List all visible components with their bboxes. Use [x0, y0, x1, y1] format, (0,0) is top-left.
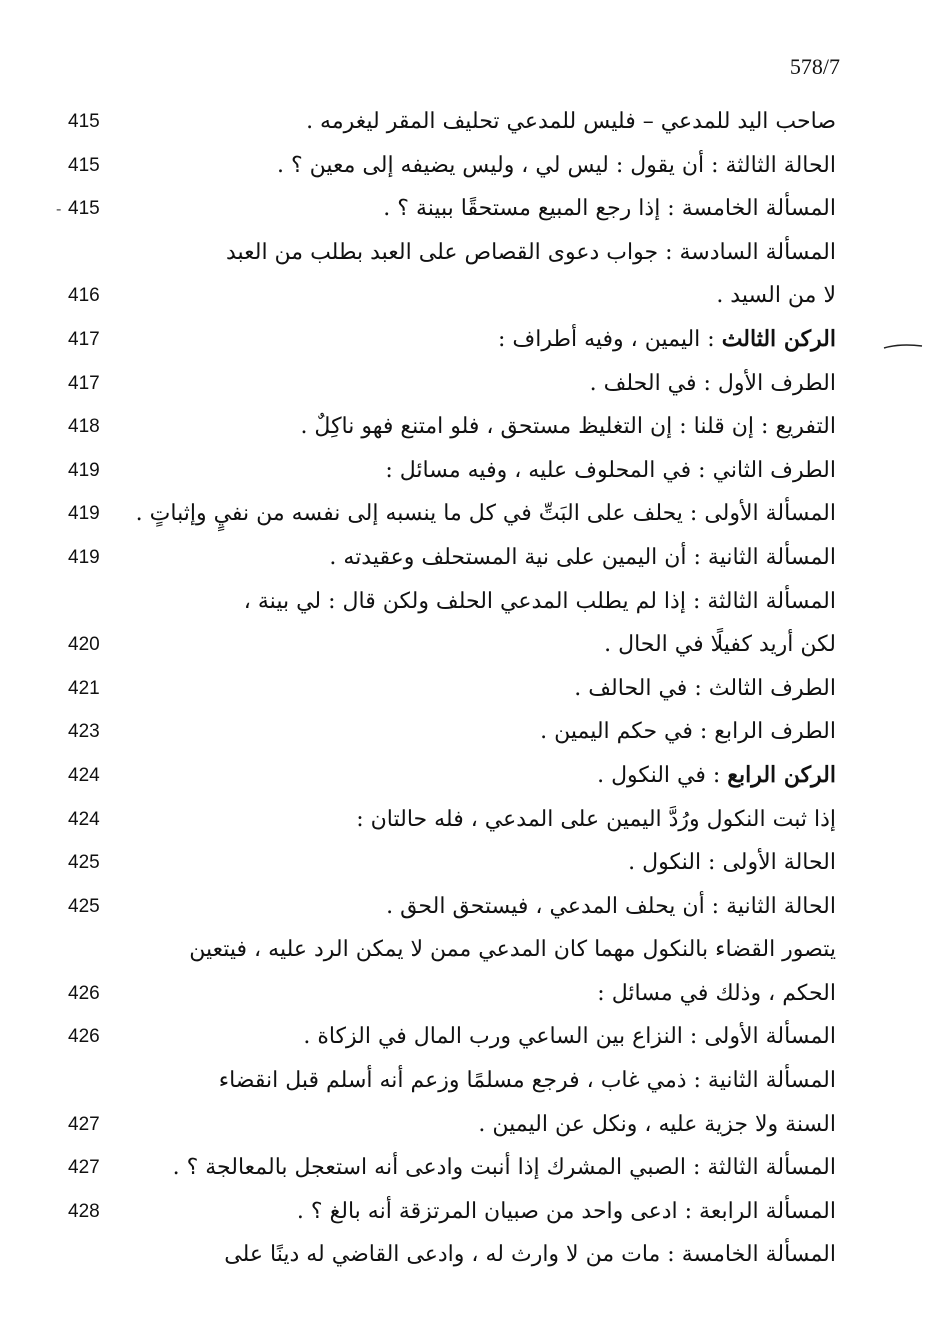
toc-entry — [0, 492, 936, 536]
toc-entry — [0, 144, 936, 188]
toc-entry-page-number: 424 — [68, 808, 100, 830]
toc-entry-title: الحكم ، وذلك في مسائل : — [597, 980, 836, 1006]
toc-entry-title: المسألة الخامسة : إذا رجع المبيع مستحقًا ببينة ؟ . — [383, 196, 836, 222]
toc-entry-title: الحالة الثانية : أن يحلف المدعي ، فيستحق الحق . — [386, 893, 836, 919]
toc-entry-title: المسألة الثالثة : إذا لم يطلب المدعي الحلف ولكن قال : لي بينة ، — [243, 588, 836, 614]
toc-entry-title-rest: : في النكول . — [597, 762, 728, 788]
toc-entry-title: الطرف الرابع : في حكم اليمين . — [540, 719, 836, 745]
toc-entry-title: المسألة الثانية : أن اليمين على نية المستحلف وعقيدته . — [329, 544, 836, 570]
toc-entry — [0, 274, 936, 318]
toc-entry — [0, 1190, 936, 1234]
table-of-contents — [0, 100, 936, 1277]
toc-entry-page-number: 427 — [68, 1113, 100, 1135]
toc-entry — [0, 405, 936, 449]
toc-entry — [0, 1059, 936, 1103]
toc-entry-page-number: 420 — [68, 634, 100, 656]
toc-entry-page-number: 418 — [68, 416, 100, 438]
toc-entry-page-number: 417 — [68, 372, 100, 394]
toc-entry-title — [156, 318, 836, 362]
toc-entry — [0, 1103, 936, 1147]
toc-entry-page-number: 425 — [68, 895, 100, 917]
toc-entry-title: المسألة الرابعة : ادعى واحد من صبيان المرتزقة أنه بالغ ؟ . — [296, 1198, 836, 1224]
toc-entry-title: لا من السيد . — [716, 283, 836, 309]
toc-entry — [0, 449, 936, 493]
page-reference: 578/7 — [789, 54, 840, 79]
toc-entry — [0, 710, 936, 754]
toc-entry — [0, 798, 936, 842]
toc-entry — [0, 928, 936, 972]
toc-entry-title: المسألة الخامسة : مات من لا وارث له ، وادعى القاضي له دينًا على — [224, 1242, 836, 1268]
toc-entry-page-number: 423 — [68, 721, 100, 743]
toc-entry — [0, 623, 936, 667]
toc-entry-page-number: 426 — [68, 982, 100, 1004]
toc-entry-title: الطرف الثاني : في المحلوف عليه ، وفيه مسائل : — [385, 457, 836, 483]
toc-entry-title: التفريع : إن قلنا : إن التغليظ مستحق ، فلو امتنع فهو ناكِلٌ . — [300, 414, 836, 440]
toc-entry-page-number: 426 — [68, 1026, 100, 1048]
toc-entry — [0, 667, 936, 711]
toc-entry-page-number: 419 — [68, 546, 100, 568]
toc-entry-page-number: 419 — [68, 503, 100, 525]
toc-entry-title: المسألة الأولى : يحلف على البَتِّ في كل ما ينسبه إلى نفسه من نفيٍ وإثباتٍ . — [135, 501, 836, 527]
toc-entry — [0, 754, 936, 798]
toc-entry-page-number: 424 — [68, 764, 100, 786]
toc-entry — [0, 536, 936, 580]
toc-entry-page-number: 415 — [68, 111, 100, 132]
toc-entry-page-number: 427 — [68, 1157, 100, 1179]
toc-entry-title: السنة ولا جزية عليه ، ونكل عن اليمين . — [478, 1111, 836, 1137]
toc-entry-page-number: 425 — [68, 852, 100, 874]
margin-dash-mark: - — [56, 199, 62, 219]
toc-entry-heading: الركن الثالث — [721, 325, 836, 352]
toc-entry — [0, 362, 936, 406]
toc-entry-heading: الركن الرابع — [727, 761, 836, 788]
toc-entry — [0, 972, 936, 1016]
toc-entry-title: صاحب اليد للمدعي – فليس للمدعي تحليف المقر ليغرمه . — [306, 109, 836, 134]
toc-entry-title: المسألة السادسة : جواب دعوى القصاص على العبد بطلب من العبد — [225, 239, 836, 265]
toc-entry-title: المسألة الثانية : ذمي غاب ، فرجع مسلمًا وزعم أنه أسلم قبل انقضاء — [218, 1068, 836, 1094]
toc-entry-title: إذا ثبت النكول ورُدَّ اليمين على المدعي ، فله حالتان : — [356, 806, 836, 832]
toc-entry — [0, 100, 936, 144]
toc-entry — [0, 841, 936, 885]
toc-entry-title: المسألة الأولى : النزاع بين الساعي ورب المال في الزكاة . — [303, 1024, 836, 1050]
toc-entry-title: المسألة الثالثة : الصبي المشرك إذا أنبت وادعى أنه استعجل بالمعالجة ؟ . — [172, 1155, 836, 1181]
toc-entry-title: الطرف الثالث : في الحالف . — [574, 675, 836, 701]
toc-entry-title: لكن أريد كفيلًا في الحال . — [604, 632, 836, 658]
toc-entry-title: الحالة الأولى : النكول . — [628, 850, 836, 876]
toc-entry-page-number: 417 — [68, 328, 100, 350]
toc-entry — [0, 1233, 936, 1277]
toc-entry — [0, 187, 936, 231]
toc-entry — [0, 1146, 936, 1190]
toc-entry — [0, 580, 936, 624]
toc-entry-title-rest: : اليمين ، وفيه أطراف : — [498, 326, 722, 352]
toc-entry — [0, 1015, 936, 1059]
toc-entry-title: يتصور القضاء بالنكول مهما كان المدعي ممن لا يمكن الرد عليه ، فيتعين — [189, 937, 836, 963]
toc-entry-page-number: 428 — [68, 1200, 100, 1222]
toc-entry — [0, 318, 936, 362]
toc-entry-page-number: 416 — [68, 285, 100, 307]
toc-entry-page-number: 419 — [68, 459, 100, 481]
toc-entry-page-number: 415 — [68, 198, 100, 220]
toc-entry-page-number: 415 — [68, 154, 100, 176]
toc-entry-title: الطرف الأول : في الحلف . — [589, 370, 836, 396]
toc-entry — [0, 231, 936, 275]
toc-entry — [0, 885, 936, 929]
toc-entry-title — [156, 754, 836, 798]
toc-entry-page-number: 421 — [68, 677, 100, 699]
toc-entry-title: الحالة الثالثة : أن يقول : ليس لي ، وليس يضيفه إلى معين ؟ . — [276, 152, 836, 178]
